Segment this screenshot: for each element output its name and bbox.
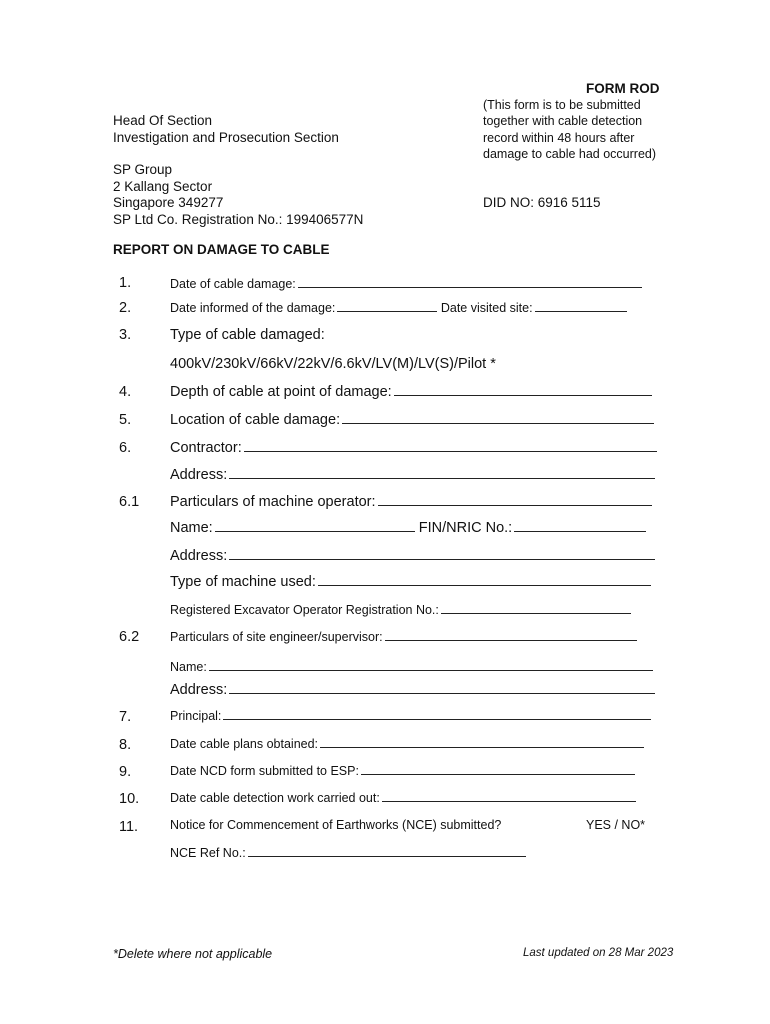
field-label: Address:: [170, 682, 228, 698]
item-number: 10.: [119, 791, 140, 807]
field-cable-plans-date[interactable]: [170, 736, 644, 751]
field-nce-question: Notice for Commencement of Earthworks (NCE) submitted?: [170, 818, 502, 832]
field-location[interactable]: [170, 412, 654, 428]
report-title: REPORT ON DAMAGE TO CABLE: [113, 242, 330, 257]
delete-note: *Delete where not applicable: [113, 947, 273, 961]
addressee-line: 2 Kallang Sector: [113, 178, 213, 194]
field-label: Name:: [170, 660, 207, 674]
item-number: 3.: [119, 327, 132, 343]
item-number: 6.2: [119, 629, 140, 645]
field-label: Date cable detection work carried out:: [170, 791, 380, 805]
item-number: 11.: [119, 819, 139, 835]
form-title: FORM ROD: [586, 81, 660, 96]
addressee-block-1: [113, 113, 339, 146]
fill-line: [342, 412, 654, 424]
field-operator-name[interactable]: [170, 520, 646, 536]
field-contractor-address[interactable]: [170, 467, 655, 483]
field-label: Date visited site:: [440, 301, 533, 315]
item-number: 9.: [119, 764, 132, 780]
fill-line: [229, 548, 655, 560]
field-label: Particulars of machine operator:: [170, 494, 376, 510]
field-contractor[interactable]: [170, 440, 657, 456]
note-line: damage to cable had occurred): [483, 146, 657, 161]
did-number: DID NO: 6916 5115: [483, 195, 601, 210]
field-detection-date[interactable]: [170, 790, 636, 805]
fill-line: [209, 659, 653, 671]
field-label: NCE Ref No.:: [170, 846, 246, 860]
fill-line: [229, 682, 655, 694]
fill-line: [229, 467, 655, 479]
field-machine-operator[interactable]: [170, 494, 652, 510]
fill-line: [215, 520, 415, 532]
item-number: 1.: [119, 275, 132, 291]
field-label: Address:: [170, 548, 228, 564]
fill-line: [248, 845, 526, 857]
field-label: Name:: [170, 520, 213, 536]
note-line: together with cable detection: [483, 114, 643, 129]
field-nce-ref[interactable]: [170, 845, 526, 860]
item-number: 2.: [119, 300, 132, 316]
addressee-line: Head Of Section: [113, 113, 213, 128]
field-label: Address:: [170, 467, 228, 483]
addressee-line: Singapore 349277: [113, 195, 224, 210]
cable-type-options[interactable]: 400kV/230kV/66kV/22kV/6.6kV/LV(M)/LV(S)/Pilot *: [170, 356, 496, 372]
fill-line: [441, 602, 631, 614]
field-ncd-date[interactable]: [170, 763, 635, 778]
addressee-line: SP Ltd Co. Registration No.: 199406577N: [113, 211, 364, 227]
yes-no-choice[interactable]: YES / NO*: [586, 818, 646, 832]
fill-line: [298, 276, 642, 288]
item-number: 6.1: [119, 494, 140, 510]
field-excavator-reg[interactable]: [170, 602, 631, 617]
item-number: 7.: [119, 709, 132, 725]
fill-line: [382, 790, 636, 802]
field-label: Particulars of site engineer/supervisor:: [170, 630, 383, 644]
field-cable-type: Type of cable damaged:: [170, 327, 325, 343]
field-label: Date of cable damage:: [170, 277, 296, 291]
field-depth[interactable]: [170, 384, 652, 400]
field-date-informed[interactable]: [170, 300, 627, 315]
fill-line: [535, 300, 627, 312]
item-number: 5.: [119, 412, 132, 428]
addressee-block-2: [113, 162, 363, 228]
submission-note: [483, 97, 656, 162]
field-date-of-damage[interactable]: [170, 276, 642, 291]
field-operator-address[interactable]: [170, 548, 655, 564]
field-engineer-name[interactable]: [170, 659, 653, 674]
fill-line: [361, 763, 635, 775]
note-line: record within 48 hours after: [483, 130, 635, 145]
field-label: Type of machine used:: [170, 574, 316, 590]
field-label: Date NCD form submitted to ESP:: [170, 764, 359, 778]
field-principal[interactable]: [170, 708, 651, 723]
field-machine-type[interactable]: [170, 574, 651, 590]
fill-line: [514, 520, 646, 532]
fill-line: [244, 440, 657, 452]
field-engineer-address[interactable]: [170, 682, 655, 698]
item-number: 4.: [119, 384, 132, 400]
item-number: 8.: [119, 737, 132, 753]
addressee-line: SP Group: [113, 162, 173, 177]
field-label: Contractor:: [170, 440, 242, 456]
field-site-engineer[interactable]: [170, 629, 637, 644]
fill-line: [318, 574, 651, 586]
addressee-line: Investigation and Prosecution Section: [113, 129, 339, 145]
fill-line: [385, 629, 637, 641]
fill-line: [337, 300, 437, 312]
field-label: Principal:: [170, 709, 222, 723]
fill-line: [320, 736, 644, 748]
field-label: Location of cable damage:: [170, 412, 341, 428]
note-line: (This form is to be submitted: [483, 98, 641, 112]
field-label: Depth of cable at point of damage:: [170, 384, 392, 400]
item-number: 6.: [119, 440, 132, 456]
fill-line: [378, 494, 652, 506]
field-label: Date cable plans obtained:: [170, 737, 319, 751]
field-label: FIN/NRIC No.:: [418, 520, 513, 536]
field-label: Registered Excavator Operator Registration No.:: [170, 603, 439, 617]
fill-line: [223, 708, 651, 720]
last-updated: Last updated on 28 Mar 2023: [523, 947, 674, 959]
field-label: Date informed of the damage:: [170, 301, 336, 315]
fill-line: [394, 384, 652, 396]
